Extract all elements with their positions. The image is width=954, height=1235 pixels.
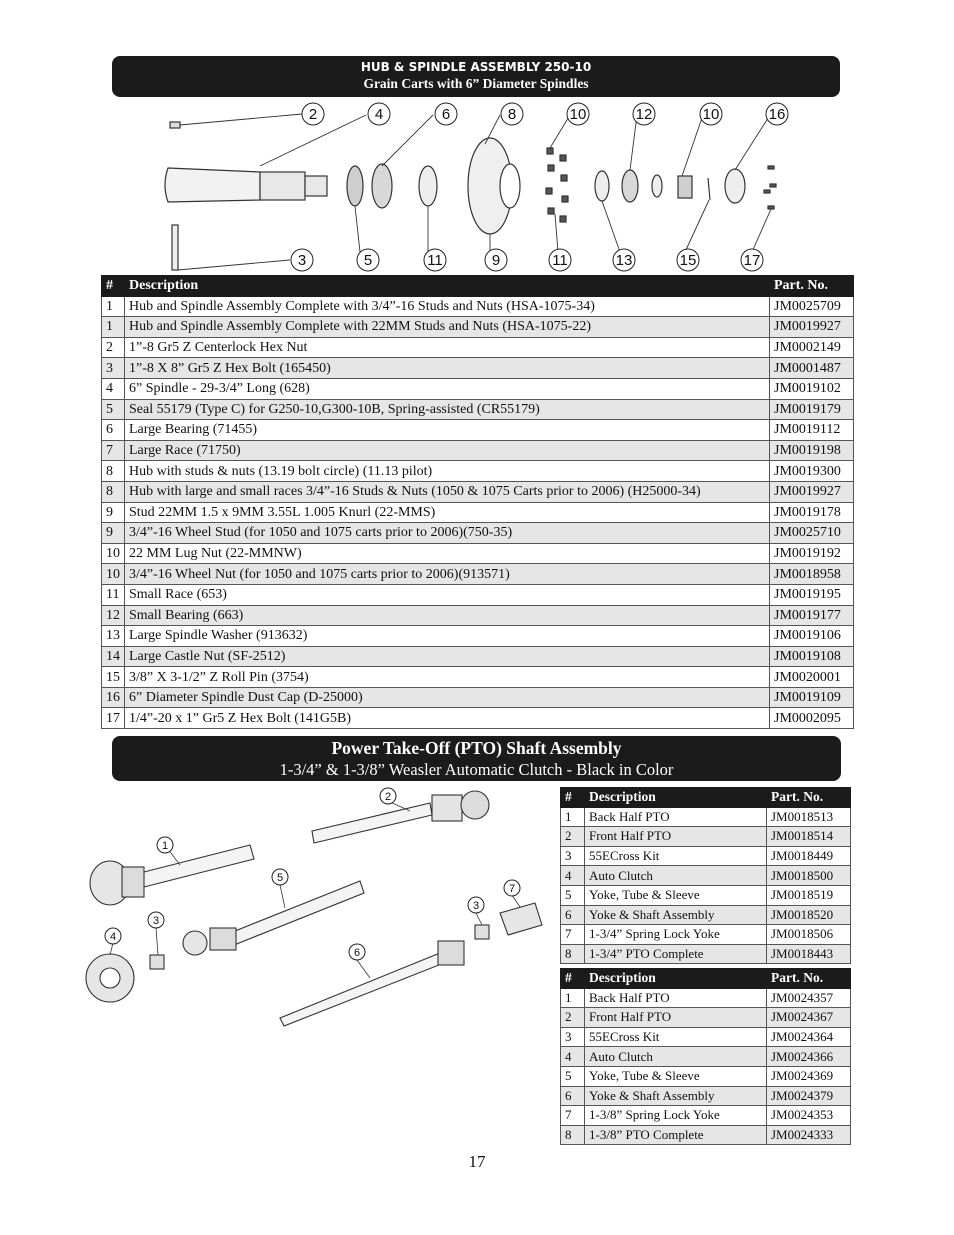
part-number: JM0018514 bbox=[767, 827, 851, 847]
part-number: JM0019195 bbox=[770, 584, 854, 605]
item-number: 9 bbox=[102, 502, 125, 523]
item-number: 7 bbox=[102, 440, 125, 461]
item-number: 3 bbox=[561, 846, 585, 866]
item-description: 1-3/8” PTO Complete bbox=[585, 1125, 767, 1145]
table-row bbox=[561, 1027, 851, 1047]
item-description: 3/4”-16 Wheel Stud (for 1050 and 1075 carts prior to 2006)(750-35) bbox=[125, 523, 770, 544]
part-number: JM0019106 bbox=[770, 626, 854, 647]
callout-label: 17 bbox=[743, 252, 761, 269]
item-number: 4 bbox=[102, 378, 125, 399]
item-number: 10 bbox=[102, 564, 125, 585]
callout-label: 11 bbox=[552, 252, 568, 269]
table-row bbox=[102, 523, 854, 544]
item-number: 6 bbox=[102, 420, 125, 441]
hub-section-banner bbox=[112, 56, 840, 97]
part-number: JM0019300 bbox=[770, 461, 854, 482]
item-number: 5 bbox=[561, 885, 585, 905]
item-description: 1”-8 X 8” Gr5 Z Hex Bolt (165450) bbox=[125, 358, 770, 379]
item-number: 3 bbox=[102, 358, 125, 379]
table-row bbox=[102, 296, 854, 317]
item-description: Auto Clutch bbox=[585, 866, 767, 886]
table-row bbox=[561, 1106, 851, 1126]
pto-exploded-diagram bbox=[80, 783, 555, 1028]
callout-label: 5 bbox=[276, 872, 284, 884]
item-description: Yoke, Tube & Sleeve bbox=[585, 885, 767, 905]
part-number: JM0019179 bbox=[770, 399, 854, 420]
item-description: 1-3/4” Spring Lock Yoke bbox=[585, 925, 767, 945]
item-description: 3/4”-16 Wheel Nut (for 1050 and 1075 carts prior to 2006)(913571) bbox=[125, 564, 770, 585]
item-number: 13 bbox=[102, 626, 125, 647]
item-description: 1-3/4” PTO Complete bbox=[585, 944, 767, 964]
hub-parts-table bbox=[101, 275, 854, 729]
pto-parts-table-1-3-4 bbox=[560, 787, 851, 964]
hub-section-title: HUB & SPINDLE ASSEMBLY 250-10 bbox=[360, 60, 592, 74]
table-row bbox=[561, 866, 851, 886]
callout-label: 11 bbox=[427, 252, 443, 269]
part-number: JM0020001 bbox=[770, 667, 854, 688]
item-description: Yoke & Shaft Assembly bbox=[585, 905, 767, 925]
table-row bbox=[102, 687, 854, 708]
item-description: Front Half PTO bbox=[585, 827, 767, 847]
hub-callouts-bottom bbox=[291, 249, 763, 271]
table-row bbox=[561, 988, 851, 1008]
table-row bbox=[102, 667, 854, 688]
table-header-row bbox=[561, 788, 851, 808]
item-description: Small Bearing (663) bbox=[125, 605, 770, 626]
item-description: Large Race (71750) bbox=[125, 440, 770, 461]
item-description: Hub with studs & nuts (13.19 bolt circle) (11.13 pilot) bbox=[125, 461, 770, 482]
part-number: JM0024367 bbox=[767, 1008, 851, 1028]
item-description: Yoke & Shaft Assembly bbox=[585, 1086, 767, 1106]
item-number: 8 bbox=[102, 481, 125, 502]
table-row bbox=[102, 543, 854, 564]
callout-label: 10 bbox=[569, 106, 587, 123]
table-row bbox=[561, 1047, 851, 1067]
item-number: 9 bbox=[102, 523, 125, 544]
item-description: 6” Spindle - 29-3/4” Long (628) bbox=[125, 378, 770, 399]
table-row bbox=[561, 827, 851, 847]
table-row bbox=[102, 337, 854, 358]
pto-section-title: Power Take-Off (PTO) Shaft Assembly bbox=[331, 738, 622, 758]
item-number: 7 bbox=[561, 1106, 585, 1126]
item-number: 2 bbox=[561, 827, 585, 847]
item-number: 12 bbox=[102, 605, 125, 626]
part-number: JM0018500 bbox=[767, 866, 851, 886]
table-row bbox=[561, 885, 851, 905]
column-header: Description bbox=[585, 788, 767, 808]
part-number: JM0018506 bbox=[767, 925, 851, 945]
table-row bbox=[561, 1008, 851, 1028]
part-number: JM0018958 bbox=[770, 564, 854, 585]
callout-label: 13 bbox=[615, 252, 633, 269]
column-header: Description bbox=[125, 276, 770, 297]
part-number: JM0024379 bbox=[767, 1086, 851, 1106]
table-row bbox=[102, 502, 854, 523]
column-header: Part. No. bbox=[770, 276, 854, 297]
table-header-row bbox=[561, 969, 851, 989]
pto-section-subtitle: 1-3/4” & 1-3/8” Weasler Automatic Clutch - Black in Color bbox=[279, 760, 674, 779]
table-row bbox=[102, 481, 854, 502]
table-row bbox=[102, 605, 854, 626]
item-description: 1/4”-20 x 1” Gr5 Z Hex Bolt (141G5B) bbox=[125, 708, 770, 729]
item-number: 10 bbox=[102, 543, 125, 564]
table-row bbox=[102, 626, 854, 647]
page-number: 17 bbox=[468, 1152, 486, 1171]
table-row bbox=[102, 584, 854, 605]
table-row bbox=[102, 317, 854, 338]
table-row bbox=[561, 925, 851, 945]
part-number: JM0018449 bbox=[767, 846, 851, 866]
table-row bbox=[561, 846, 851, 866]
column-header: Description bbox=[585, 969, 767, 989]
part-number: JM0019198 bbox=[770, 440, 854, 461]
table-row bbox=[102, 358, 854, 379]
callout-label: 3 bbox=[152, 915, 160, 927]
callout-label: 8 bbox=[507, 106, 517, 123]
pto-parts-table-1-3-8 bbox=[560, 968, 851, 1145]
item-description: Hub and Spindle Assembly Complete with 22MM Studs and Nuts (HSA-1075-22) bbox=[125, 317, 770, 338]
item-description: 55ECross Kit bbox=[585, 1027, 767, 1047]
item-number: 2 bbox=[561, 1008, 585, 1028]
part-number: JM0024357 bbox=[767, 988, 851, 1008]
item-description: Back Half PTO bbox=[585, 807, 767, 827]
item-number: 1 bbox=[102, 296, 125, 317]
part-number: JM0024364 bbox=[767, 1027, 851, 1047]
part-number: JM0019178 bbox=[770, 502, 854, 523]
item-number: 3 bbox=[561, 1027, 585, 1047]
item-number: 4 bbox=[561, 1047, 585, 1067]
item-number: 11 bbox=[102, 584, 125, 605]
part-number: JM0025710 bbox=[770, 523, 854, 544]
callout-label: 16 bbox=[768, 106, 786, 123]
part-number: JM0019102 bbox=[770, 378, 854, 399]
item-number: 6 bbox=[561, 905, 585, 925]
table-row bbox=[102, 420, 854, 441]
item-description: Seal 55179 (Type C) for G250-10,G300-10B, Spring-assisted (CR55179) bbox=[125, 399, 770, 420]
callout-label: 1 bbox=[161, 840, 169, 852]
item-description: Large Spindle Washer (913632) bbox=[125, 626, 770, 647]
item-number: 5 bbox=[561, 1066, 585, 1086]
table-row bbox=[561, 1066, 851, 1086]
callout-label: 6 bbox=[353, 947, 361, 959]
item-description: Large Castle Nut (SF-2512) bbox=[125, 646, 770, 667]
item-number: 5 bbox=[102, 399, 125, 420]
item-description: Hub and Spindle Assembly Complete with 3/4”-16 Studs and Nuts (HSA-1075-34) bbox=[125, 296, 770, 317]
part-number: JM0001487 bbox=[770, 358, 854, 379]
item-number: 6 bbox=[561, 1086, 585, 1106]
table-row bbox=[102, 646, 854, 667]
item-description: 22 MM Lug Nut (22-MMNW) bbox=[125, 543, 770, 564]
part-number: JM0018513 bbox=[767, 807, 851, 827]
item-description: 3/8” X 3-1/2” Z Roll Pin (3754) bbox=[125, 667, 770, 688]
column-header: # bbox=[561, 788, 585, 808]
item-description: Hub with large and small races 3/4”-16 Studs & Nuts (1050 & 1075 Carts prior to 2006) (H25000-34) bbox=[125, 481, 770, 502]
part-number: JM0019192 bbox=[770, 543, 854, 564]
item-number: 8 bbox=[561, 944, 585, 964]
part-number: JM0019112 bbox=[770, 420, 854, 441]
part-number: JM0024333 bbox=[767, 1125, 851, 1145]
table-row bbox=[561, 1125, 851, 1145]
item-number: 7 bbox=[561, 925, 585, 945]
item-description: Yoke, Tube & Sleeve bbox=[585, 1066, 767, 1086]
part-number: JM0024366 bbox=[767, 1047, 851, 1067]
item-number: 1 bbox=[561, 988, 585, 1008]
table-row bbox=[102, 440, 854, 461]
column-header: Part. No. bbox=[767, 788, 851, 808]
part-number: JM0024369 bbox=[767, 1066, 851, 1086]
item-number: 8 bbox=[561, 1125, 585, 1145]
table-row bbox=[102, 564, 854, 585]
callout-label: 2 bbox=[308, 106, 318, 123]
part-number: JM0019927 bbox=[770, 481, 854, 502]
pto-section-banner bbox=[112, 736, 841, 781]
item-number: 1 bbox=[102, 317, 125, 338]
item-number: 15 bbox=[102, 667, 125, 688]
callout-label: 4 bbox=[374, 106, 384, 123]
callout-label: 6 bbox=[441, 106, 451, 123]
callout-label: 15 bbox=[679, 252, 697, 269]
column-header: # bbox=[561, 969, 585, 989]
table-row bbox=[102, 399, 854, 420]
hub-section-subtitle: Grain Carts with 6” Diameter Spindles bbox=[363, 76, 589, 91]
table-row bbox=[561, 807, 851, 827]
part-number: JM0025709 bbox=[770, 296, 854, 317]
part-number: JM0018443 bbox=[767, 944, 851, 964]
item-description: Stud 22MM 1.5 x 9MM 3.55L 1.005 Knurl (22-MMS) bbox=[125, 502, 770, 523]
callout-label: 5 bbox=[363, 252, 373, 269]
part-number: JM0019109 bbox=[770, 687, 854, 708]
item-number: 2 bbox=[102, 337, 125, 358]
callout-label: 10 bbox=[702, 106, 720, 123]
callout-label: 12 bbox=[635, 106, 653, 123]
item-description: Large Bearing (71455) bbox=[125, 420, 770, 441]
callout-label: 2 bbox=[384, 791, 392, 803]
item-description: Back Half PTO bbox=[585, 988, 767, 1008]
item-description: Front Half PTO bbox=[585, 1008, 767, 1028]
part-number: JM0024353 bbox=[767, 1106, 851, 1126]
table-row bbox=[102, 378, 854, 399]
item-description: 1”-8 Gr5 Z Centerlock Hex Nut bbox=[125, 337, 770, 358]
part-number: JM0019927 bbox=[770, 317, 854, 338]
table-row bbox=[561, 944, 851, 964]
item-number: 16 bbox=[102, 687, 125, 708]
table-row bbox=[561, 905, 851, 925]
item-number: 1 bbox=[561, 807, 585, 827]
part-number: JM0019108 bbox=[770, 646, 854, 667]
column-header: Part. No. bbox=[767, 969, 851, 989]
hub-callouts-top bbox=[302, 103, 788, 125]
part-number: JM0002095 bbox=[770, 708, 854, 729]
table-row bbox=[102, 708, 854, 729]
part-number: JM0019177 bbox=[770, 605, 854, 626]
item-description: 55ECross Kit bbox=[585, 846, 767, 866]
part-number: JM0018519 bbox=[767, 885, 851, 905]
hub-exploded-diagram bbox=[150, 100, 800, 275]
part-number: JM0002149 bbox=[770, 337, 854, 358]
item-description: Small Race (653) bbox=[125, 584, 770, 605]
item-description: 1-3/8” Spring Lock Yoke bbox=[585, 1106, 767, 1126]
item-number: 17 bbox=[102, 708, 125, 729]
table-row bbox=[102, 461, 854, 482]
item-number: 8 bbox=[102, 461, 125, 482]
column-header: # bbox=[102, 276, 125, 297]
callout-label: 3 bbox=[297, 252, 307, 269]
callout-label: 7 bbox=[508, 883, 516, 895]
item-description: 6” Diameter Spindle Dust Cap (D-25000) bbox=[125, 687, 770, 708]
callout-label: 9 bbox=[491, 252, 501, 269]
item-description: Auto Clutch bbox=[585, 1047, 767, 1067]
table-header-row bbox=[102, 276, 854, 297]
item-number: 4 bbox=[561, 866, 585, 886]
callout-label: 3 bbox=[472, 900, 480, 912]
table-row bbox=[561, 1086, 851, 1106]
callout-label: 4 bbox=[109, 931, 117, 943]
part-number: JM0018520 bbox=[767, 905, 851, 925]
item-number: 14 bbox=[102, 646, 125, 667]
